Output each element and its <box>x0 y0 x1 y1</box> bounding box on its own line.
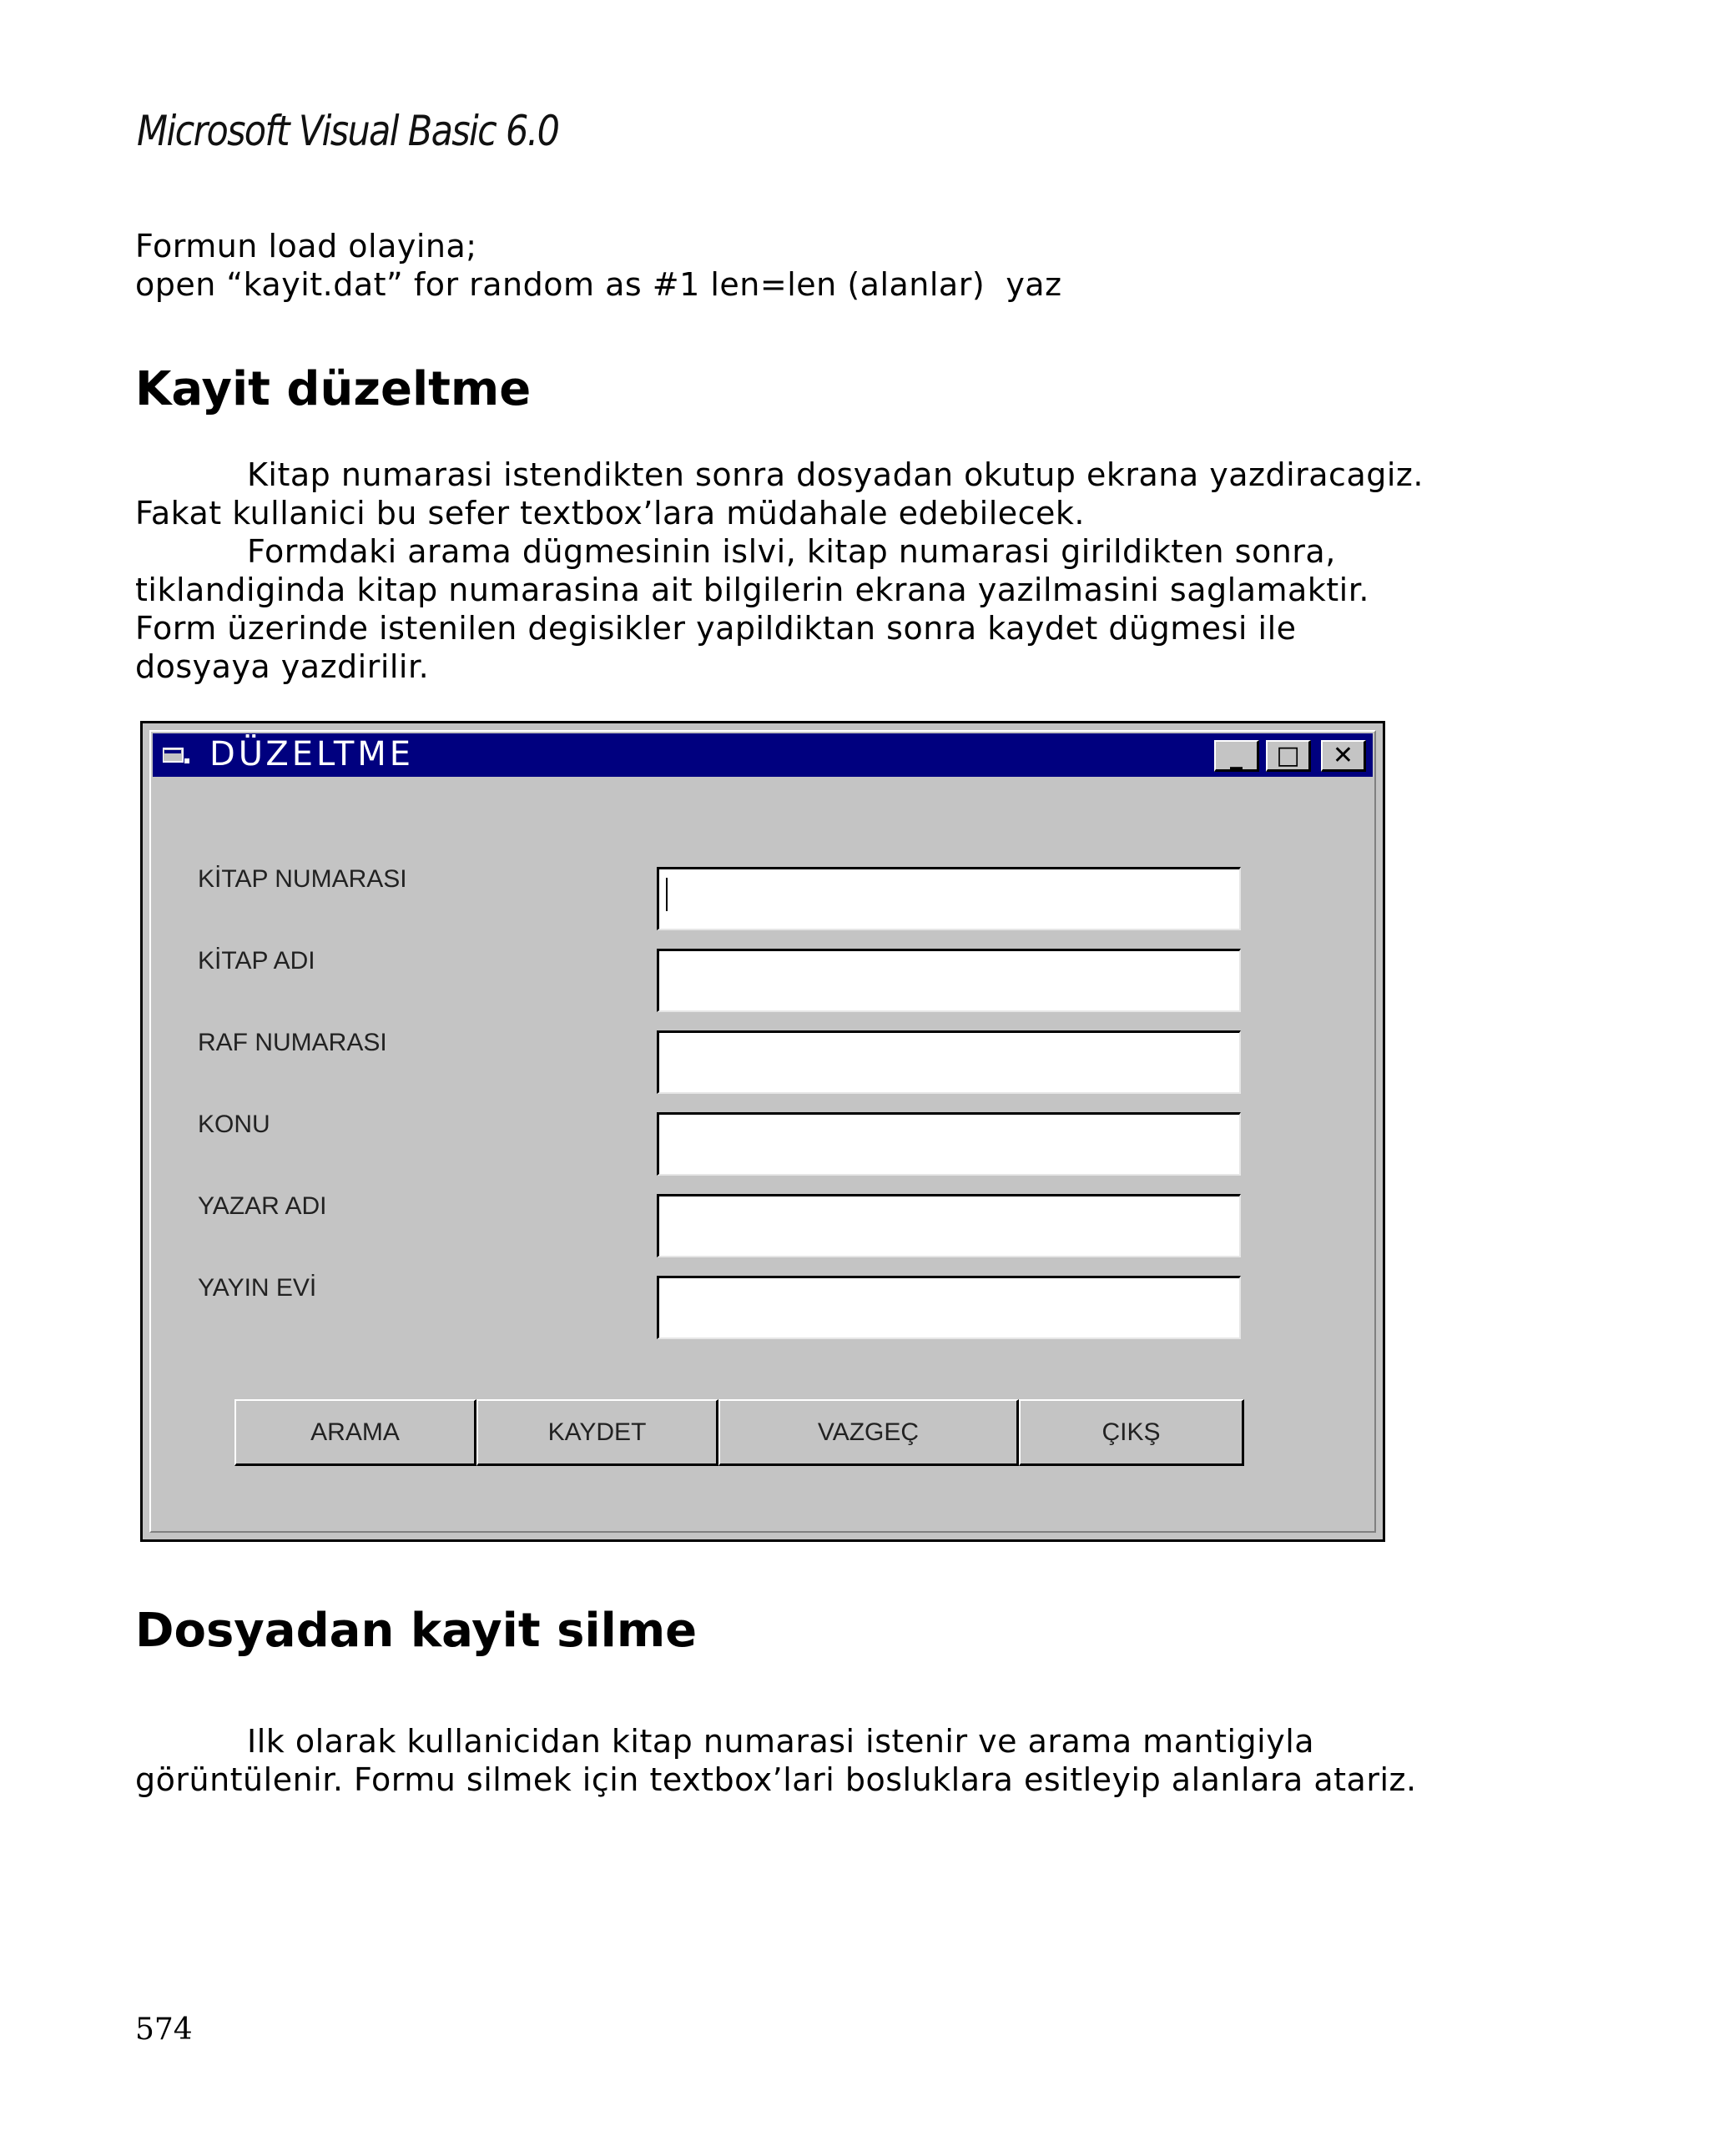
section-heading-kayit-silme: Dosyadan kayit silme <box>135 1604 698 1658</box>
window-titlebar[interactable] <box>153 733 1373 777</box>
window-title: DÜZELTME <box>209 735 415 773</box>
section-heading-kayit-duzeltme: Kayit düzeltme <box>135 362 532 416</box>
label-raf-numarasi: RAF NUMARASI <box>198 1029 387 1056</box>
text-caret <box>666 878 668 911</box>
section1-paragraph-2: Formdaki arama dügmesinin islvi, kitap numarasi girildikten sonra, tiklandiginda kitap numarasina ait bilgilerin ekrana yazilmasini saglamaktir. Form üzerinde istenilen degisikler yapildiktan sonra kaydet dügmesi ile dosyaya yazdirilir. <box>135 533 1369 685</box>
label-yayin-evi: YAYIN EVİ <box>198 1274 317 1302</box>
input-kitap-adi[interactable] <box>657 949 1241 1012</box>
close-button[interactable]: ✕ <box>1321 740 1366 772</box>
book-header-title: Microsoft Visual Basic 6.0 <box>137 107 559 155</box>
section2-paragraph-1: Ilk olarak kullanicidan kitap numarasi istenir ve arama mantigiyla görüntülenir. Formu silmek için textbox’lari bosluklara esitleyip alanlara atariz. <box>135 1723 1417 1798</box>
section1-body <box>135 456 1437 686</box>
form-icon <box>163 745 189 763</box>
input-yayin-evi[interactable] <box>657 1276 1241 1339</box>
label-yazar-adi: YAZAR ADI <box>198 1192 327 1220</box>
input-yazar-adi[interactable] <box>657 1194 1241 1257</box>
section2-body <box>135 1722 1437 1799</box>
vazgec-button[interactable]: VAZGEÇ <box>718 1399 1019 1466</box>
maximize-button[interactable]: □ <box>1266 740 1311 772</box>
section1-paragraph-1: Kitap numarasi istendikten sonra dosyadan okutup ekrana yazdiracagiz. Fakat kullanici bu sefer textbox’lara müdahale edebilecek. <box>135 456 1424 531</box>
input-konu[interactable] <box>657 1112 1241 1176</box>
arama-button[interactable]: ARAMA <box>234 1399 476 1466</box>
input-raf-numarasi[interactable] <box>657 1030 1241 1094</box>
duzeltme-window <box>140 721 1385 1542</box>
action-buttons <box>234 1399 1244 1466</box>
label-kitap-numarasi: KİTAP NUMARASI <box>198 865 407 893</box>
intro-line-1: Formun load olayina; <box>135 228 477 264</box>
input-kitap-numarasi[interactable] <box>657 867 1241 930</box>
kaydet-button[interactable]: KAYDET <box>476 1399 718 1466</box>
intro-line-2: open “kayit.dat” for random as #1 len=len (alanlar) yaz <box>135 266 1062 303</box>
page-number: 574 <box>135 2012 193 2047</box>
minimize-button[interactable]: _ <box>1214 740 1259 772</box>
label-kitap-adi: KİTAP ADI <box>198 947 315 975</box>
label-konu: KONU <box>198 1111 270 1138</box>
cikis-button[interactable]: ÇIKŞ <box>1019 1399 1244 1466</box>
